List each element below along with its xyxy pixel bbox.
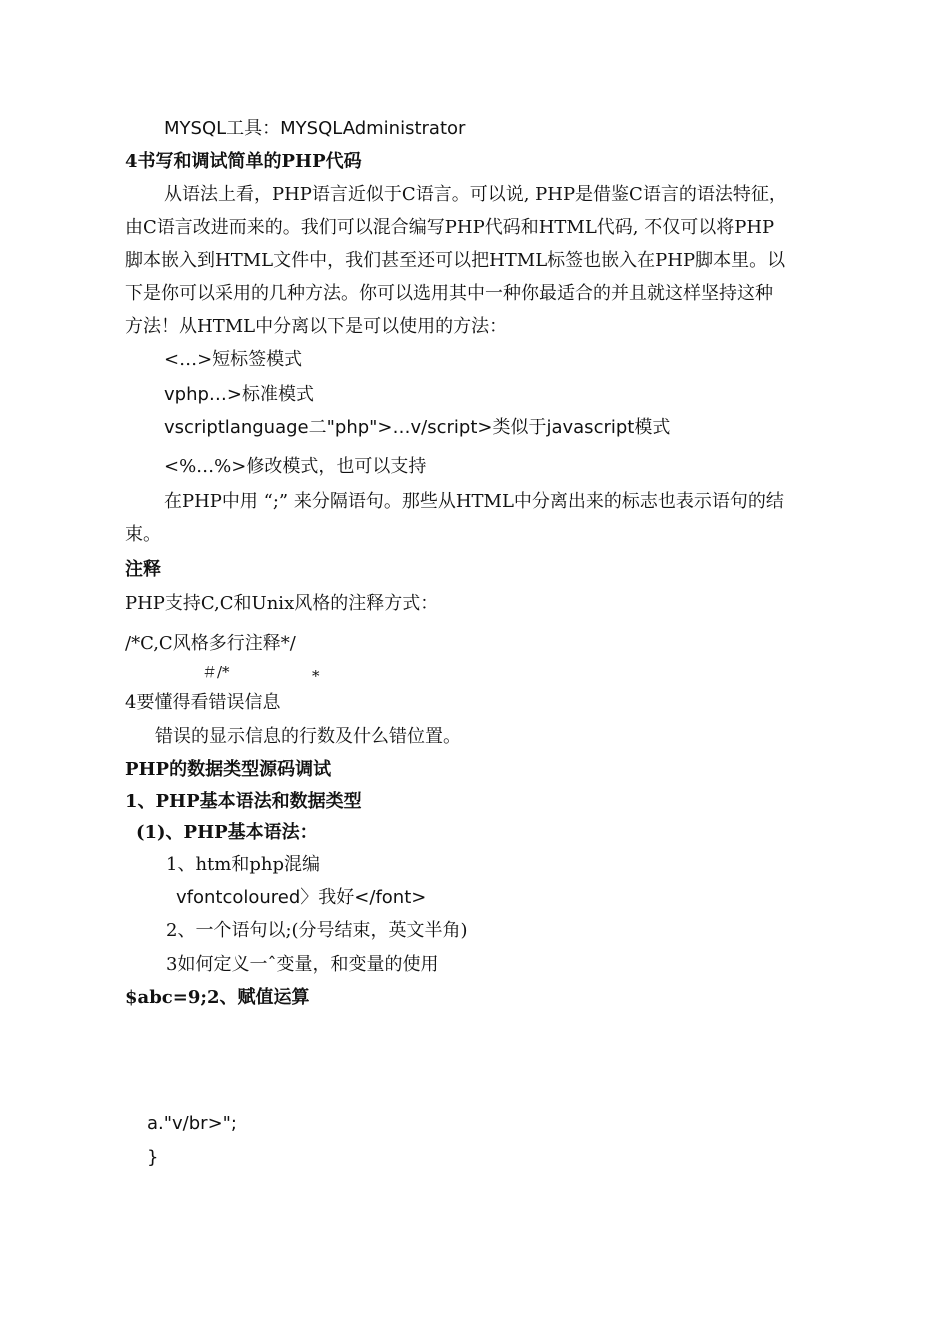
paragraph-line: 错误的显示信息的行数及什么错位置。 [155,726,461,747]
code-line: $abc=9;2、赋值运算 [125,987,310,1008]
paragraph-line: 束。 [125,524,161,545]
list-item: vscriptlanguage二"php">…v/script>类似于javascript模式 [164,417,671,438]
paragraph-line: PHP支持C,C和Unix风格的注释方式： [125,593,439,614]
paragraph-line: 在PHP中用 “;” 来分隔语句。那些从HTML中分离出来的标志也表示语句的结 [164,491,784,512]
code-line: a."v/br>"; [147,1113,237,1134]
list-item: 3如何定义一ˆ变量，和变量的使用 [166,954,439,975]
paragraph-line: 方法！从HTML中分离以下是可以使用的方法： [125,316,508,337]
subsection-heading: (1)、PHP基本语法： [136,822,318,843]
code-line: } [147,1147,159,1168]
list-item: <…>短标签模式 [164,349,303,370]
code-line: /*C,C风格多行注释*/ [125,633,296,654]
code-line: * [312,667,320,685]
section-heading: 4书写和调试简单的PHP代码 [125,151,362,172]
section-heading: 4要懂得看错误信息 [125,692,281,713]
code-line: ＃/* [202,663,230,681]
section-heading: 注释 [125,559,161,580]
text-line: MYSQL工具：MYSQLAdministrator [164,118,466,139]
section-heading: 1、PHP基本语法和数据类型 [125,791,362,812]
section-heading: PHP的数据类型源码调试 [125,759,332,780]
paragraph-line: 从语法上看，PHP语言近似于C语言。可以说, PHP是借鉴C语言的语法特征， [164,184,787,205]
code-line: vfontcoloured〉我好</font> [176,887,427,908]
list-item: <%…%>修改模式，也可以支持 [164,456,427,477]
list-item: 2、一个语句以;(分号结束，英文半角) [166,920,468,941]
list-item: vphp…>标准模式 [164,384,314,405]
paragraph-line: 下是你可以采用的几种方法。你可以选用其中一种你最适合的并且就这样坚持这种 [125,283,773,304]
paragraph-line: 由C语言改进而来的。我们可以混合编写PHP代码和HTML代码, 不仅可以将PHP [125,217,775,238]
list-item: 1、htm和php混编 [166,854,320,875]
paragraph-line: 脚本嵌入到HTML文件中，我们甚至还可以把HTML标签也嵌入在PHP脚本里。以 [125,250,786,271]
